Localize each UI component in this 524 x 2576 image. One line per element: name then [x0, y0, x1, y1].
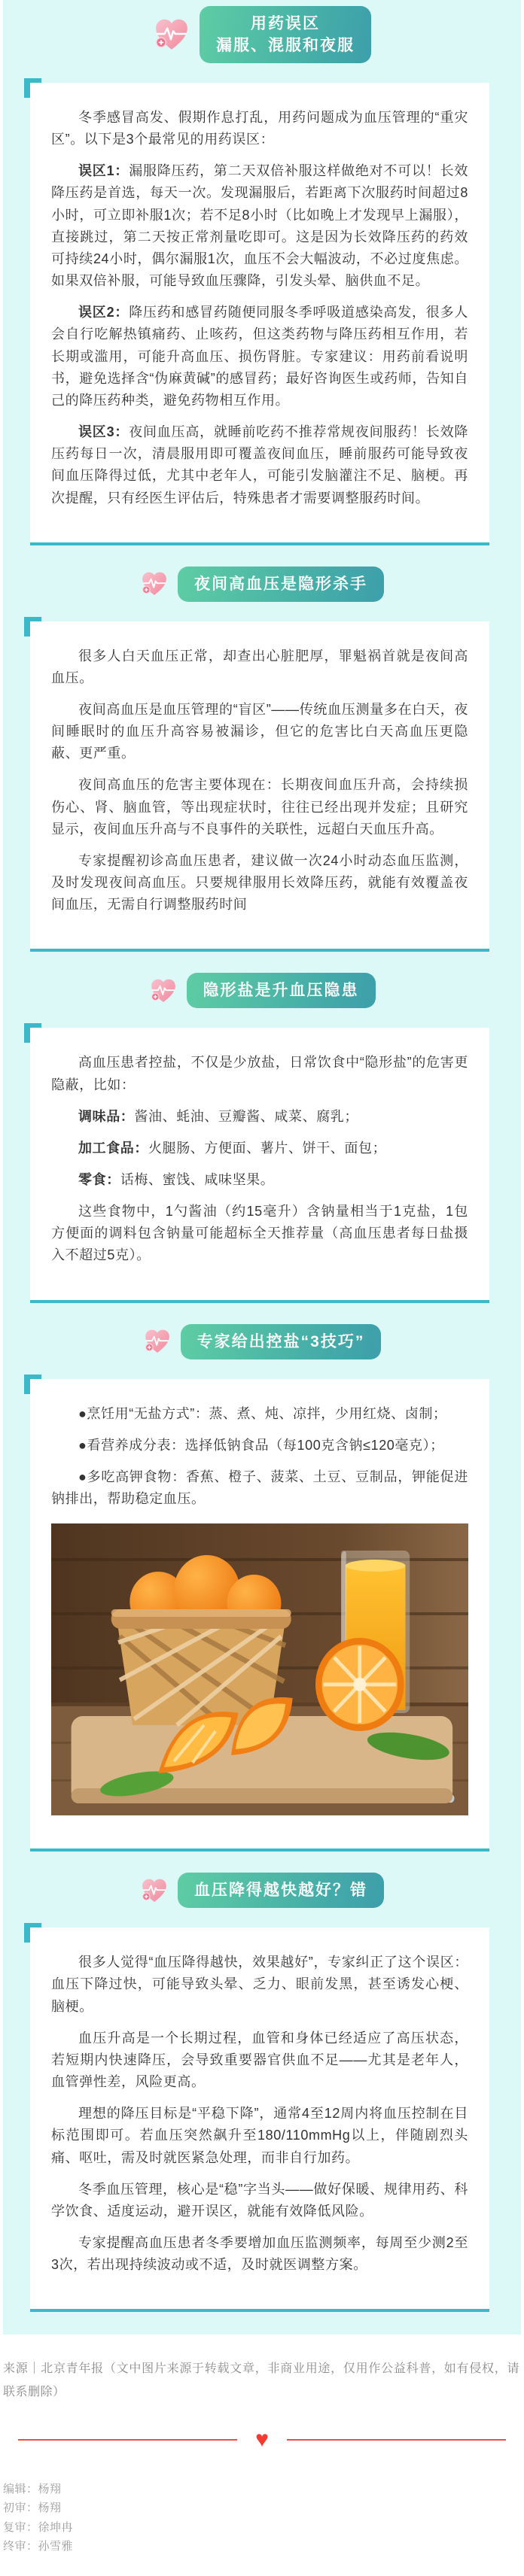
section-title-badge: [178, 567, 384, 602]
section-title-badge: [178, 1873, 384, 1908]
corner-accent: [24, 1923, 41, 1943]
article-content: [3, 0, 521, 2334]
corner-accent: [24, 617, 41, 636]
heartbeat-heart-icon: [143, 1327, 172, 1356]
section-title-line: 夜间高血压是隐形杀手: [194, 575, 367, 593]
paragraph: 误区1：漏服降压药，第二天双倍补服这样做绝对不可以！长效降压药是首选，每天一次。发现漏服后，若距离下次服药时间超过8小时，可立即补服1次；若不足8小时（比如晚上才发现早上漏服），直接跳过，第二天按正常剂量吃即可。这是因为长效降压药的药效可持续24小时，偶尔漏服1次，血压不会大幅波动，不必过度焦虑。如果双倍补服，可能导致血压骤降，引发头晕、脑供血不足。: [51, 163, 468, 289]
article-footer: [0, 2334, 524, 2575]
section-medication-misuse: [3, 6, 521, 545]
section-title-line: 隐形盐是升血压隐患: [203, 982, 359, 1000]
paragraph: 误区3：夜间血压高，就睡前吃药不推荐常规夜间服药！长效降压药每日一次，清晨服用即可覆盖夜间血压，睡前服药可能导致夜间血压降得过低，尤其中老年人，可能引发脑灌注不足、脑梗。再次提醒，只有经医生评估后，特殊患者才需要调整服药时间。: [51, 424, 468, 506]
heart-divider: [18, 2426, 506, 2452]
source-line: 来源｜北京青年报（文中图片来源于转载文章，非商业用途，仅用作公益科普，如有侵权，请联系删除）: [3, 2362, 519, 2399]
section-title-line: 用药误区: [251, 15, 320, 32]
credit-line: 复审：徐坤冉: [3, 2520, 74, 2534]
section-title-badge: [181, 1324, 382, 1359]
heartbeat-heart-icon: [149, 977, 178, 1005]
section-card: [30, 1379, 489, 1852]
section-lower-faster-better-wrong: [3, 1873, 521, 2312]
paragraph: 专家提醒高血压患者冬季要增加血压监测频率，每周至少测2至3次，若出现持续波动或不适，及时就医调整方案。: [51, 2234, 468, 2273]
section-title-badge: [200, 6, 371, 63]
paragraph: 冬季血压管理，核心是“稳”字当头——做好保暖、规律用药、科学饮食、适度运动，避开误区，就能有效降低风险。: [51, 2181, 468, 2219]
credit-line: 编辑：杨翔: [3, 2482, 62, 2496]
section-body: [51, 646, 468, 916]
section-card: [30, 621, 489, 952]
paragraph: 理想的降压目标是“平稳下降”，通常4至12周内将血压控制在目标范围即可。若血压突然飙升至180/110mmHg以上，伴随剧烈头痛、呕吐，需及时就医紧急处理，而非自行加药。: [51, 2106, 468, 2165]
section-header: [3, 567, 521, 602]
section-body: [51, 107, 468, 509]
section-header: [3, 1324, 521, 1359]
section-title-badge: [187, 973, 376, 1008]
section-card: [30, 1927, 489, 2312]
section-header: [3, 1873, 521, 1908]
heartbeat-heart-icon: [140, 570, 169, 598]
section-card: [30, 83, 489, 545]
corner-accent: [24, 1375, 41, 1394]
paragraph: 血压升高是一个长期过程，血管和身体已经适应了高压状态，若短期内快速降压，会导致重要器官供血不足——尤其是老年人，血管弹性差，风险更高。: [51, 2030, 468, 2090]
credits-block: [3, 2481, 524, 2556]
heartbeat-heart-icon: [153, 16, 190, 53]
divider-line-left: [18, 2439, 237, 2441]
divider-line-right: [287, 2439, 506, 2441]
section-header: [3, 973, 521, 1008]
paragraph: 高血压患者控盐，不仅是少放盐，日常饮食中“隐形盐”的危害更隐蔽，比如：: [51, 1055, 468, 1092]
section-header: [3, 6, 521, 63]
section-body: [51, 1052, 468, 1266]
corner-accent: [24, 78, 41, 98]
oranges-photo: [51, 1523, 468, 1815]
section-title-line: 血压降得越快越好？错: [194, 1882, 367, 1900]
paragraph: ●看营养成分表：选择低钠食品（每100克含钠≤120毫克）；: [78, 1437, 444, 1453]
heartbeat-heart-icon: [140, 1876, 169, 1905]
paragraph: 很多人白天血压正常，却查出心脏肥厚，罪魁祸首就是夜间高血压。: [51, 648, 468, 685]
paragraph: 夜间高血压是血压管理的“盲区”——传统血压测量多在白天，夜间睡眠时的血压升高容易被漏诊，但它的危害比白天高血压更隐蔽、更严重。: [51, 701, 468, 761]
paragraph: 专家提醒初诊高血压患者，建议做一次24小时动态血压监测，及时发现夜间高血压。只要规律服用长效降压药，就能有效覆盖夜间血压，无需自行调整服药时间: [51, 852, 468, 913]
corner-accent: [24, 1023, 41, 1043]
section-salt-control-tips: [3, 1324, 521, 1852]
section-body: [51, 1952, 468, 2276]
credit-line: 终审：孙雪雅: [3, 2540, 74, 2553]
paragraph: 冬季感冒高发、假期作息打乱，用药问题成为血压管理的“重灾区”。以下是3个最常见的用药误区：: [51, 110, 468, 147]
paragraph: 夜间高血压的危害主要体现在：长期夜间血压升高，会持续损伤心、肾、脑血管，等出现症状时，往往已经出现并发症；且研究显示，夜间血压升高与不良事件的关联性，远超白天血压升高。: [51, 777, 468, 837]
paragraph: 调味品：酱油、蚝油、豆瓣酱、咸菜、腐乳；: [78, 1108, 359, 1124]
section-title-line: 专家给出控盐“3技巧”: [196, 1332, 365, 1350]
section-night-hypertension: [3, 567, 521, 952]
section-hidden-salt: [3, 973, 521, 1302]
orange-half: [315, 1638, 404, 1731]
red-heart-icon: ♥: [255, 2426, 269, 2452]
section-body: [51, 1403, 468, 1816]
paragraph: 误区2：降压药和感冒药随便同服冬季呼吸道感染高发，很多人会自行吃解热镇痛药、止咳药，但这类药物与降压药相互作用，若长期或滥用，可能升高血压、损伤肾脏。专家建议：用药前看说明书，避免选择含“伪麻黄碱”的感冒药；最好咨询医生或药师，告知自己的降压药种类，避免药物相互作用。: [51, 305, 468, 408]
paragraph: 这些食物中，1勺酱油（约15毫升）含钠量相当于1克盐，1包方便面的调料包含钠量可能超标全天推荐量（高血压患者每日盐摄入不超过5克）。: [51, 1204, 468, 1263]
section-card: [30, 1028, 489, 1302]
paragraph: ●烹饪用“无盐方式”：蒸、煮、炖、凉拌，少用红烧、卤制；: [78, 1405, 447, 1421]
paragraph: 加工食品：火腿肠、方便面、薯片、饼干、面包；: [78, 1140, 387, 1156]
paragraph: 很多人觉得“血压降得越快，效果越好”，专家纠正了这个误区：血压下降过快，可能导致头晕、乏力、眼前发黑，甚至诱发心梗、脑梗。: [51, 1955, 468, 2014]
section-title-line: 漏服、混服和夜服: [216, 37, 355, 54]
paragraph: ●多吃高钾食物：香蕉、橙子、菠菜、土豆、豆制品，钾能促进钠排出，帮助稳定血压。: [51, 1469, 468, 1507]
paragraph: 零食：话梅、蜜饯、咸味坚果。: [78, 1172, 275, 1187]
credit-line: 初审：杨翔: [3, 2502, 62, 2515]
